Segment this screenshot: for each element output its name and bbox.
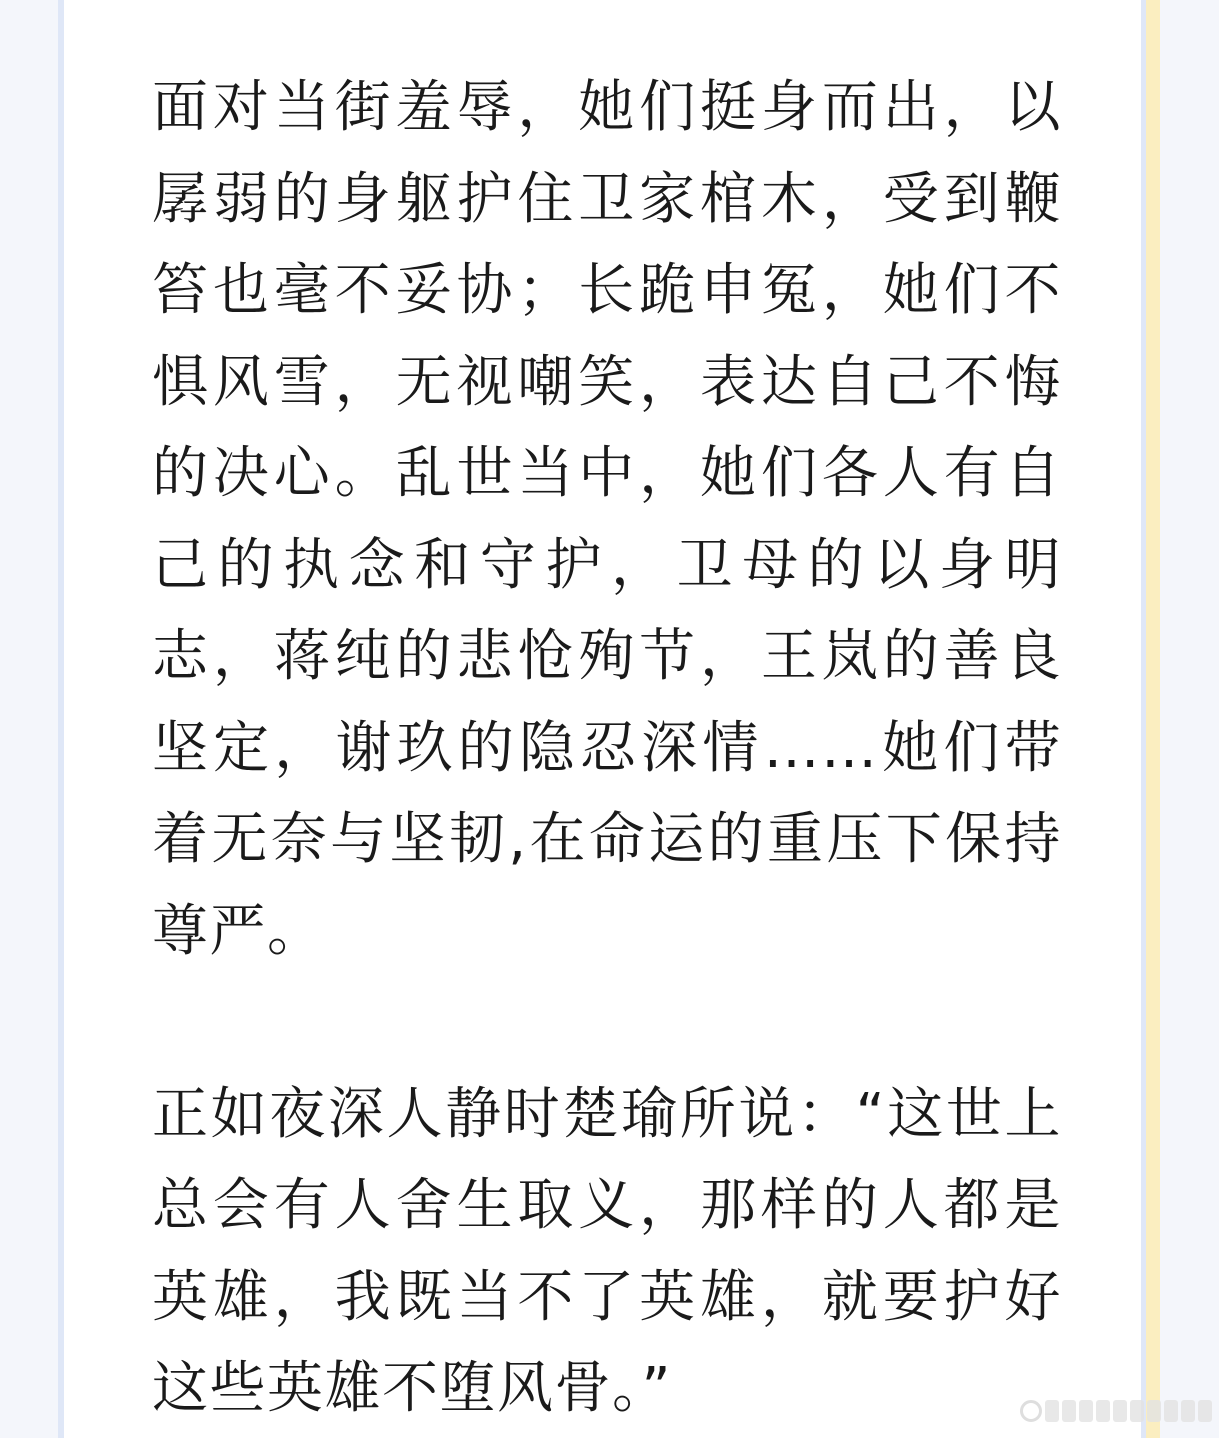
article-paragraph-1: 面对当街羞辱，她们挺身而出，以孱弱的身躯护住卫家棺木，受到鞭笞也毫不妥协；长跪申冤，她们不惧风雪，无视嘲笑，表达自己不悔的决心。乱世当中，她们各人有自己的执念和守护，卫母的以身明志，蒋纯的悲怆殉节，王岚的善良坚定，谢玖的隐忍深情……她们带着无奈与坚韧,在命运的重压下保持尊严。 xyxy=(152,75,1062,964)
watermark-mark xyxy=(1181,1400,1195,1422)
watermark-mark xyxy=(1113,1400,1127,1422)
article-paragraph-2: 正如夜深人静时楚瑜所说：“这世上总会有人舍生取义，那样的人都是英雄，我既当不了英雄，就要护好这些英雄不堕风骨。” xyxy=(152,1081,1062,1421)
watermark-logo-icon xyxy=(1020,1400,1042,1422)
watermark-mark xyxy=(1045,1400,1059,1422)
article-page xyxy=(64,0,1141,1438)
watermark-mark xyxy=(1130,1400,1144,1422)
right-highlight-strip xyxy=(1146,0,1160,1438)
watermark-mark xyxy=(1164,1400,1178,1422)
watermark-mark xyxy=(1198,1400,1212,1422)
watermark-mark xyxy=(1147,1400,1161,1422)
watermark-mark xyxy=(1096,1400,1110,1422)
watermark-mark xyxy=(1062,1400,1076,1422)
article-body xyxy=(152,62,1062,1435)
watermark-mark xyxy=(1079,1400,1093,1422)
weibo-watermark-icon xyxy=(972,1394,1212,1428)
